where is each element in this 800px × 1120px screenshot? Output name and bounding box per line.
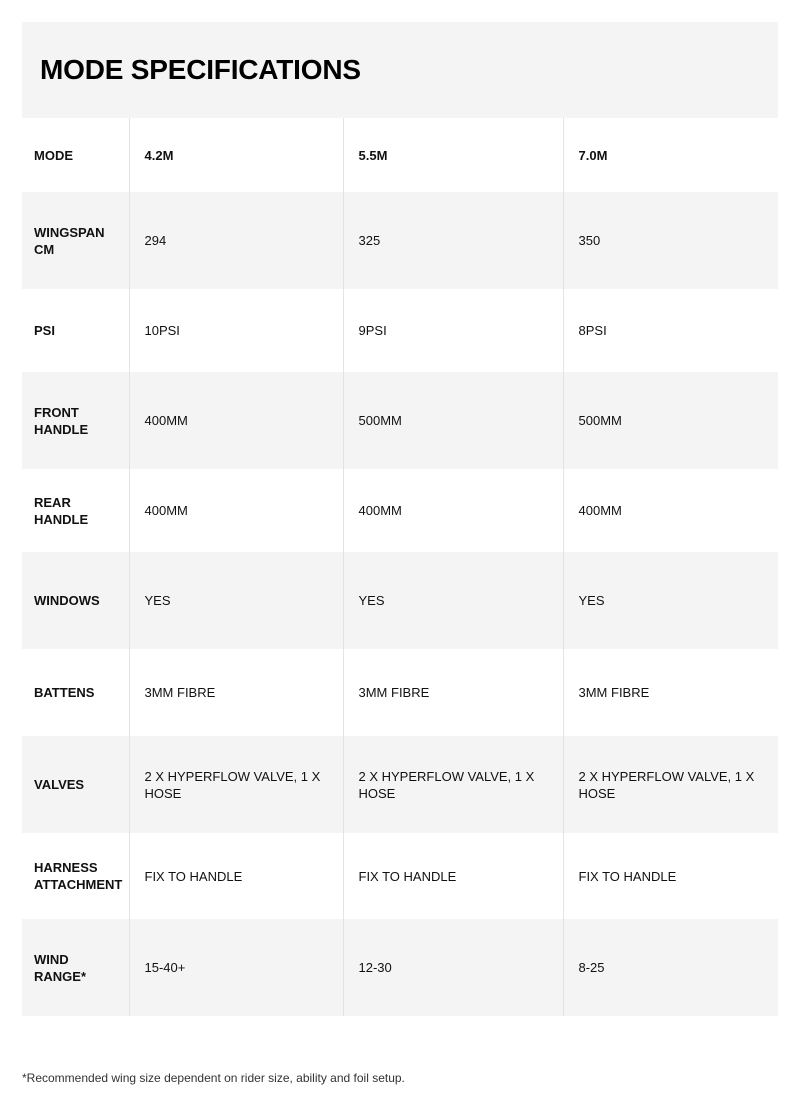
table-cell: 8-25 <box>563 919 778 1016</box>
table-row <box>22 469 778 552</box>
title-banner <box>22 22 778 118</box>
row-label: WINDOWS <box>22 552 129 649</box>
column-header-4-2m: 4.2M <box>129 118 343 192</box>
table-cell: YES <box>343 552 563 649</box>
table-cell: 2 X HYPERFLOW VALVE, 1 X HOSE <box>343 736 563 833</box>
table-cell: FIX TO HANDLE <box>563 833 778 919</box>
table-row <box>22 552 778 649</box>
table-cell: 500MM <box>563 372 778 469</box>
table-cell: 3MM FIBRE <box>563 649 778 736</box>
table-row <box>22 372 778 469</box>
table-cell: 500MM <box>343 372 563 469</box>
table-cell: 12-30 <box>343 919 563 1016</box>
table-cell: 350 <box>563 192 778 289</box>
table-row <box>22 736 778 833</box>
table-cell: 2 X HYPERFLOW VALVE, 1 X HOSE <box>129 736 343 833</box>
table-cell: YES <box>563 552 778 649</box>
column-header-5-5m: 5.5M <box>343 118 563 192</box>
table-row <box>22 289 778 372</box>
table-cell: 400MM <box>129 372 343 469</box>
table-row <box>22 833 778 919</box>
row-label: FRONT HANDLE <box>22 372 129 469</box>
table-cell: 325 <box>343 192 563 289</box>
table-row <box>22 649 778 736</box>
header-label: MODE <box>34 147 73 163</box>
table-cell: FIX TO HANDLE <box>129 833 343 919</box>
row-label: VALVES <box>22 736 129 833</box>
table-cell: 400MM <box>343 469 563 552</box>
footnote: *Recommended wing size dependent on rider size, ability and foil setup. <box>22 1071 405 1085</box>
table-row <box>22 919 778 1016</box>
page-title: MODE SPECIFICATIONS <box>40 54 361 85</box>
row-label: WINGSPAN CM <box>22 192 129 289</box>
table-cell: 8PSI <box>563 289 778 372</box>
table-cell: 9PSI <box>343 289 563 372</box>
table-cell: 400MM <box>129 469 343 552</box>
table-cell: YES <box>129 552 343 649</box>
row-label: BATTENS <box>34 685 95 700</box>
row-label: WIND RANGE* <box>22 919 129 1016</box>
table-cell: 3MM FIBRE <box>343 649 563 736</box>
table-cell: FIX TO HANDLE <box>343 833 563 919</box>
row-label: REAR HANDLE <box>34 494 89 527</box>
table-cell: 294 <box>129 192 343 289</box>
column-header-7-0m: 7.0M <box>563 118 778 192</box>
row-label: HARNESS ATTACHMENT <box>34 860 123 892</box>
table-cell: 15-40+ <box>129 919 343 1016</box>
row-label: PSI <box>34 323 55 338</box>
table-cell: 3MM FIBRE <box>129 649 343 736</box>
table-header-row <box>22 118 778 192</box>
table-cell: 2 X HYPERFLOW VALVE, 1 X HOSE <box>563 736 778 833</box>
table-cell: 10PSI <box>129 289 343 372</box>
table-row <box>22 192 778 289</box>
spec-table <box>22 118 778 1016</box>
table-cell: 400MM <box>563 469 778 552</box>
